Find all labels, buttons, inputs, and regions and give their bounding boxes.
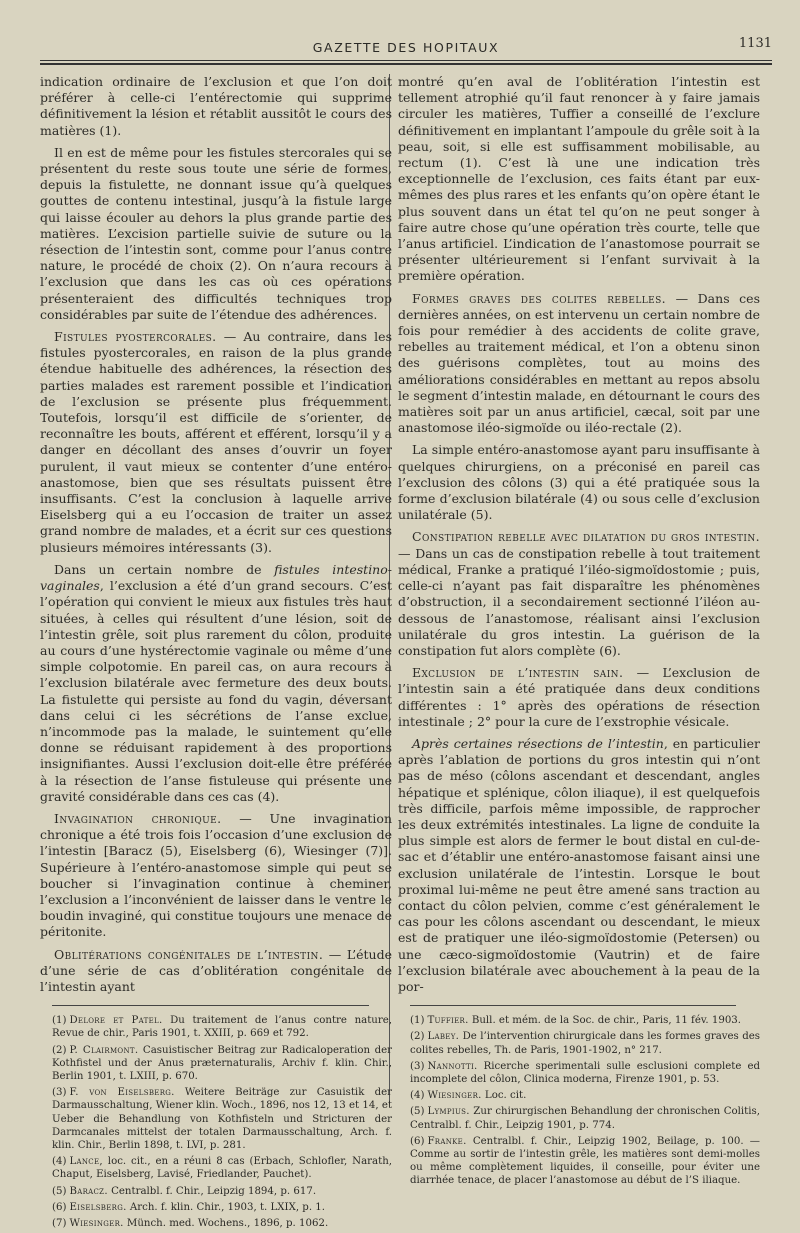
footnotes xyxy=(40,1014,392,1230)
footnote-author: Labey. xyxy=(427,1031,460,1043)
footnote xyxy=(40,1201,392,1214)
footnote-text: Du traitement de l’anus contre nature, Revue de chir., Paris 1901, t. XXIII, p. 669 et 792. xyxy=(52,1015,392,1040)
paragraph: montré qu’en aval de l’oblitération l’intestin est tellement atrophié qu’il faut renoncer à y faire jamais circuler les matières, Tuffier a conseillé de l’exclure définitivement en implantant l’ampoule du grêle soit à la peau, soit, si elle est suffisamment mobilisable, au rectum (1). C’est là une une indication très exceptionnelle de l’exclusion, ces faits étant par eux-mêmes des plus rares et les enfants qu’on opère étant le plus souvent dans un état tel qu’on ne peut songer à faire autre chose qu’une opération très courte, telle que l’anus artificiel. L’indication de l’anastomose pourrait se présenter ultérieurement si l’enfant survivait à la première opération. xyxy=(398,74,760,284)
footnote-text: loc. cit., en a réuni 8 cas (Erbach, Schlofler, Narath, Chaput, Eiselsberg, Lavisé, Friedlander, Pauchet). xyxy=(52,1156,392,1181)
footnote-text: Arch. f. klin. Chir., 1903, t. LXIX, p. 1. xyxy=(126,1201,326,1213)
footnote xyxy=(40,1217,392,1230)
footnote-number: (6) xyxy=(52,1201,67,1213)
footnote-author: Tuffier. xyxy=(427,1015,469,1027)
section-paragraph xyxy=(398,529,760,659)
footnote-number: (3) xyxy=(410,1060,425,1072)
footnote-text: Münch. med. Wochens., 1896, p. 1062. xyxy=(123,1218,329,1230)
section-text: — Une invagination chronique a été trois fois l’occasion d’une exclusion de l’intestin [Baracz (5), Eiselsberg (6), Wiesinger (7)]. Supérieure à l’entéro-anastomose simple qui peut se boucher si l’invagination continue à cheminer, l’exclusion a l’inconvénient de laisser dans le ventre le boudin invaginé, qui constitue toujours une menace de péritonite. xyxy=(40,810,392,940)
footnote xyxy=(40,1014,392,1040)
section-text: — Dans un cas de constipation rebelle à tout traitement médical, Franke a pratiqué l’iléo-sigmoïdostomie ; puis, celle-ci n’ayant pas fait disparaître les phénomènes d’obstruction, il a secondairement sectionné l’iléon au-dessous de l’anastomose, réalisant ainsi l’exclusion unilatérale du gros intestin. La guérison de la constipation fut alors complète (6). xyxy=(398,545,760,658)
footnote-author: Wiesinger. xyxy=(69,1218,124,1230)
footnote-separator xyxy=(52,1005,369,1006)
footnote-number: (5) xyxy=(410,1106,425,1118)
section-heading: Oblitérations congénitales de l’intestin. xyxy=(54,946,324,962)
section-heading: Fistules pyostercorales. xyxy=(54,329,217,345)
text-run: , l’exclusion a été d’un grand secours. C’est l’opération qui convient le mieux aux fistules très haut situées, à celles qui résultent d’une lésion, soit de l’intestin grêle, soit plus rarement du côlon, produite au cours d’une hystérectomie vaginale ou même d’une simple colpotomie. En pareil cas, on aura recours à l’exclusion bilatérale avec fermeture des deux bouts. La fistulette qui persiste au fond du vagin, déversant dans celui ci les sécrétions de l’anse exclue, n’incommode pas la malade, le suintement qu’elle donne se réduisant rapidement à des proportions insignifiantes. Aussi l’exclusion doit-elle être préférée à la résection de l’anse fistuleuse qui présente une gravité considérable dans ces cas (4). xyxy=(40,578,392,804)
footnote-text: Centralbl. f. Chir., Leipzig 1902, Beilage, p. 100. — Comme au sortir de l’intestin grêle, les matières sont demi-molles ou même complètement liquides, il conseille, pour éviter une diarrhée tenace, de placer l’anastomose au début de l’S iliaque. xyxy=(410,1135,760,1187)
section-text: — Au contraire, dans les fistules pyostercorales, en raison de la plus grande étendue habituelle des adhérences, la résection des parties malades est rarement possible et l’indication de l’exclusion se présente plus fréquemment. Toutefois, lorsqu’il est difficile de s’orienter, de reconnaître les bouts, afférent et efférent, lorsqu’il y a danger en décollant des anses d’ouvrir un foyer purulent, il vaut mieux se contenter d’une entéro-anastomose, bien que ses résultats puissent être insuffisants. C’est la conclusion à laquelle arrive Eiselsberg qui a eu l’occasion de traiter un assez grand nombre de malades, et a écrit sur ces questions plusieurs mémoires intéressants (3). xyxy=(40,329,392,555)
section-heading: Invagination chronique. xyxy=(54,810,222,826)
footnote-number: (4) xyxy=(410,1090,425,1102)
footnote-number: (5) xyxy=(52,1185,67,1197)
footnote-author: Lympius. xyxy=(427,1106,470,1118)
footnote-text: Centralbl. f. Chir., Leipzig 1894, p. 617. xyxy=(107,1185,317,1197)
footnote-text: Casuistischer Beitrag zur Radicaloperation der Kothfistel und der Anus præternaturalis, Archiv f. klin. Chir., Berlin 1901, t. LXIII, p. 670. xyxy=(52,1044,393,1082)
footnote-number: (7) xyxy=(52,1218,67,1230)
footnote-text: Loc. cit. xyxy=(481,1090,527,1102)
footnote-number: (3) xyxy=(52,1087,67,1099)
section-text: — L’exclusion de l’intestin sain a été pratiquée dans deux conditions différentes : 1° après des opérations de résection intestinale ; 2° pour la cure de l’exstrophie vésicale. xyxy=(398,665,760,729)
footnote-number: (6) xyxy=(410,1135,425,1147)
footnote-number: (4) xyxy=(52,1156,67,1168)
footnote-author: Delore et Patel. xyxy=(69,1015,163,1027)
text-run: , en particulier après l’ablation de portions du gros intestin qui n’ont pas de méso (côlons ascendant et descendant, angles hépatique et splénique, côlon iliaque), il est quelquefois très difficile, parfois même impossible, de rapprocher les deux extrémités intestinales. La ligne de conduite la plus simple est alors de fermer le bout distal en cul-de-sac et d’établir une entéro-anastomose faisant ainsi une exclusion unilatérale de l’intestin. Lorsque le bout proximal lui-même ne peut être amené sans traction au contact du côlon pelvien, comme c’est généralement le cas pour les côlons ascendant ou descendant, le mieux est de pratiquer une iléo-sigmoïdostomie (Petersen) ou une cæco-sigmoïdostomie (Vautrin) et de faire l’exclusion bilatérale avec abouchement à la peau de la por- xyxy=(398,735,760,994)
page-number: 1131 xyxy=(738,36,772,51)
section-heading: Constipation rebelle avec dilatation du gros intestin. xyxy=(412,529,760,545)
section-paragraph xyxy=(398,665,760,730)
footnote xyxy=(398,1030,760,1056)
footnote-author: Franke. xyxy=(427,1135,467,1147)
journal-title: GAZETTE DES HOPITAUX xyxy=(312,40,500,55)
footnote xyxy=(398,1060,760,1086)
footnote-number: (1) xyxy=(52,1015,67,1027)
text-run: Dans un certain nombre de xyxy=(54,561,275,577)
paragraph xyxy=(398,736,760,995)
section-paragraph xyxy=(40,329,392,556)
footnote xyxy=(40,1044,392,1084)
section-heading: Formes graves des colites rebelles. xyxy=(412,290,667,306)
footnote xyxy=(398,1089,760,1102)
footnotes xyxy=(398,1014,760,1187)
footnote-author: F. von Eiselsberg. xyxy=(69,1087,175,1099)
section-paragraph xyxy=(398,291,760,437)
footnote-author: Lance, xyxy=(69,1156,103,1168)
section-text: — Dans ces dernières années, on est intervenu un certain nombre de fois pour remédier à des accidents de colite grave, rebelles au traitement médical, et l’on a obtenu sinon des guérisons complètes, tout au moins des améliorations considérables en mettant au repos absolu le segment d’intestin malade, en détournant le cours des matières soit par un anus artificiel, cæcal, soit par une anastomose iléo-sigmoïde ou iléo-rectale (2). xyxy=(398,290,760,436)
footnote-text: De l’intervention chirurgicale dans les formes graves des colites rebelles, Th. de Paris, 1901-1902, n° 217. xyxy=(410,1031,760,1056)
section-heading: Exclusion de l’intestin sain. xyxy=(412,665,624,681)
footnote-text: Bull. et mém. de la Soc. de chir., Paris, 11 fév. 1903. xyxy=(468,1015,742,1027)
section-paragraph xyxy=(40,811,392,941)
footnote xyxy=(40,1155,392,1181)
footnote-text: Zur chirurgischen Behandlung der chronischen Colitis, Centralbl. f. Chir., Leipzig 1901, p. 774. xyxy=(410,1106,760,1131)
italic-run: Après certaines résections de l’intestin xyxy=(412,735,664,751)
header-rule-thick xyxy=(40,63,772,65)
header-rule xyxy=(40,60,772,61)
footnote-author: Nannotti. xyxy=(427,1060,478,1072)
right-column xyxy=(398,74,760,1191)
left-column xyxy=(40,74,392,1233)
footnote-number: (2) xyxy=(410,1031,425,1043)
footnote xyxy=(40,1086,392,1152)
paragraph xyxy=(40,562,392,805)
footnote-author: Baracz. xyxy=(69,1185,108,1197)
section-paragraph xyxy=(40,947,392,996)
footnote-number: (2) xyxy=(52,1044,67,1056)
footnote-number: (1) xyxy=(410,1015,425,1027)
footnote xyxy=(398,1105,760,1131)
page-header xyxy=(40,30,772,60)
section-text: — L’étude d’une série de cas d’oblitération congénitale de l’intestin ayant xyxy=(40,946,392,994)
paragraph: indication ordinaire de l’exclusion et que l’on doit préférer à celle-ci l’entérectomie qui supprime définitivement la lésion et rétablit aussitôt le cours des matières (1). xyxy=(40,74,392,138)
footnote-text: Ricerche sperimentali sulle esclusioni complete ed incomplete del côlon, Clinica moderna, Firenze 1901, p. 53. xyxy=(410,1060,760,1085)
footnote xyxy=(398,1135,760,1188)
footnote-author: P. Clairmont. xyxy=(69,1044,139,1056)
footnote xyxy=(398,1014,760,1027)
footnote xyxy=(40,1185,392,1198)
italic-run: fistules intestino-vaginales xyxy=(40,561,392,594)
footnote-author: Eiselsberg. xyxy=(69,1201,127,1213)
footnote-author: Wiesinger. xyxy=(427,1090,482,1102)
paragraph: La simple entéro-anastomose ayant paru insuffisante à quelques chirurgiens, on a préconisé en pareil cas l’exclusion des côlons (3) qui a été pratiquée sous la forme d’exclusion bilatérale (4) ou sous celle d’exclusion unilatérale (5). xyxy=(398,442,760,523)
footnote-text: Weitere Beiträge zur Casuistik der Darmausschaltung, Wiener klin. Woch., 1896, nos 12, 13 et 14, et Ueber die Behandlung von Kothfisteln und Stricturen der Darmcanales mittelst der totalen Darmausschaltung, Arch. f. klin. Chir., Berlin 1898, t. LVI, p. 281. xyxy=(52,1087,393,1151)
footnote-separator xyxy=(410,1005,736,1006)
paragraph: Il en est de même pour les fistules stercorales qui se présentent du reste sous toute une série de formes, depuis la fistulette, ne donnant issue qu’à quelques gouttes de contenu intestinal, jusqu’à la fistule large qui laisse écouler au dehors la plus grande partie des matières. L’excision partielle suivie de suture ou la résection de l’intestin sont, comme pour l’anus contre nature, le procédé de choix (2). On n’aura recours à l’exclusion que dans les cas où ces opérations présenteraient des difficultés techniques trop considérables par suite de l’étendue des adhérences. xyxy=(40,144,392,322)
